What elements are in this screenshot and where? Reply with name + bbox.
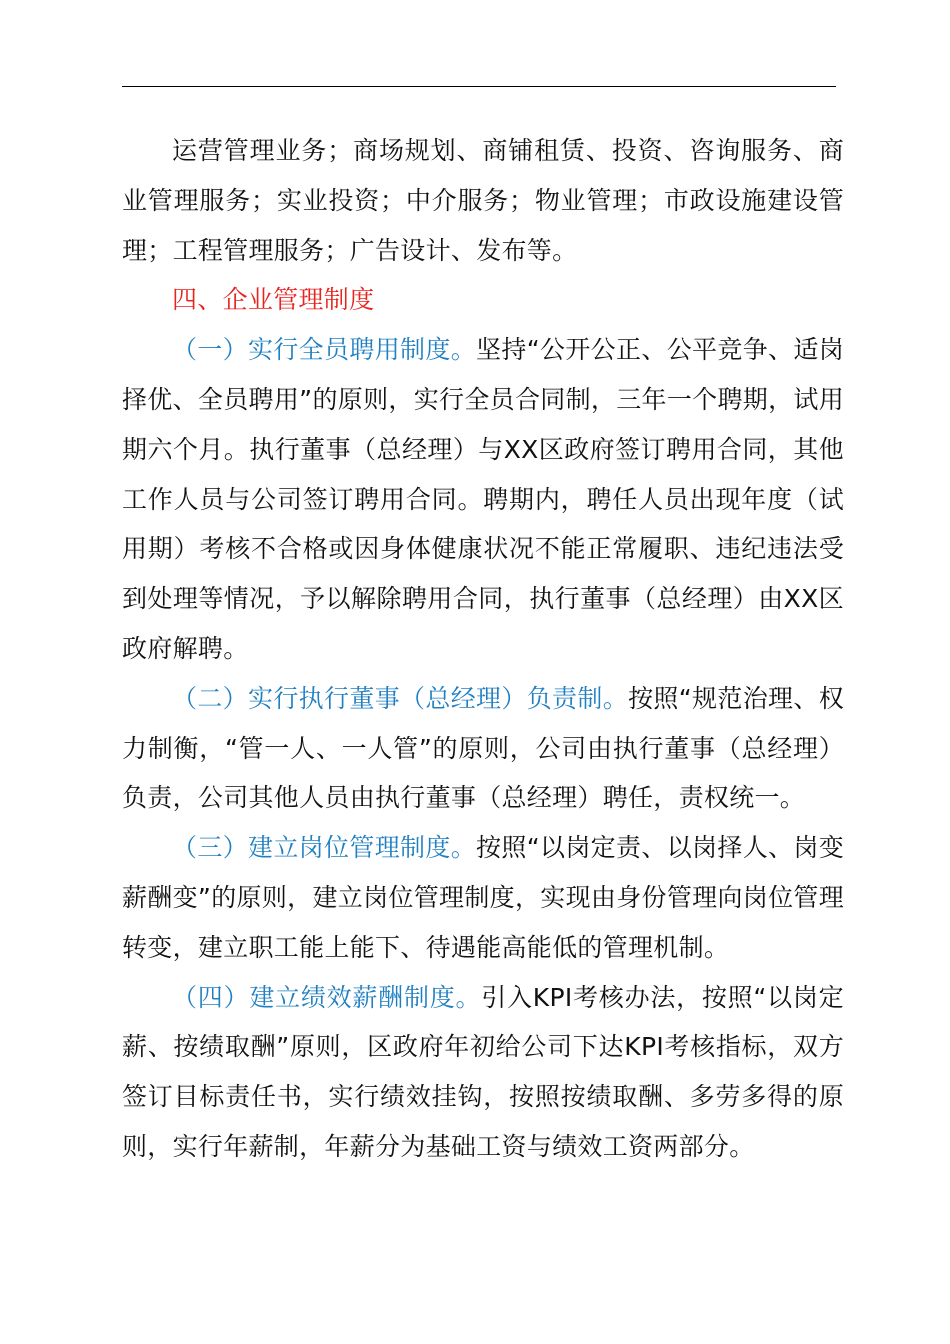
header-rule [122,86,836,87]
section-paragraph-2 [122,674,844,823]
section-title-3: （三）建立岗位管理制度。 [172,833,477,863]
section-title-2: （二）实行执行董事（总经理）负责制。 [172,683,629,713]
section-body-3: 按照“以岗定责、以岗择人、岗变薪酬变”的原则，建立岗位管理制度，实现由身份管理向岗位管理转变，建立职工能上能下、待遇能高能低的管理机制。 [122,833,845,962]
section-paragraph-4 [122,973,844,1172]
section-title-1: （一）实行全员聘用制度。 [172,335,477,365]
document-body [122,126,844,1172]
section-paragraph-1 [122,325,844,674]
section-body-4: 引入KPI考核办法，按照“以岗定薪、按绩取酬”原则，区政府年初给公司下达KPI考核指标，双方签订目标责任书，实行绩效挂钩，按照按绩取酬、多劳多得的原则，实行年薪制，年薪分为基础工资与绩效工资两部分。 [122,982,844,1161]
section-body-1: 坚持“公开公正、公平竞争、适岗择优、全员聘用”的原则，实行全员合同制，三年一个聘期，试用期六个月。执行董事（总经理）与XX区政府签订聘用合同，其他工作人员与公司签订聘用合同。聘期内，聘任人员出现年度（试用期）考核不合格或因身体健康状况不能正常履职、违纪违法受到处理等情况，予以解除聘用合同，执行董事（总经理）由XX区政府解聘。 [122,335,845,663]
section-body-2: 按照“规范治理、权力制衡，“管一人、一人管”的原则，公司由执行董事（总经理）负责，公司其他人员由执行董事（总经理）聘任，责权统一。 [122,683,845,813]
intro-paragraph: 运营管理业务；商场规划、商铺租赁、投资、咨询服务、商业管理服务；实业投资；中介服务；物业管理；市政设施建设管理；工程管理服务；广告设计、发布等。 [122,136,844,265]
section-paragraph-3 [122,823,844,972]
section-title-4: （四）建立绩效薪酬制度。 [172,982,482,1012]
section-heading: 四、企业管理制度 [172,285,375,315]
